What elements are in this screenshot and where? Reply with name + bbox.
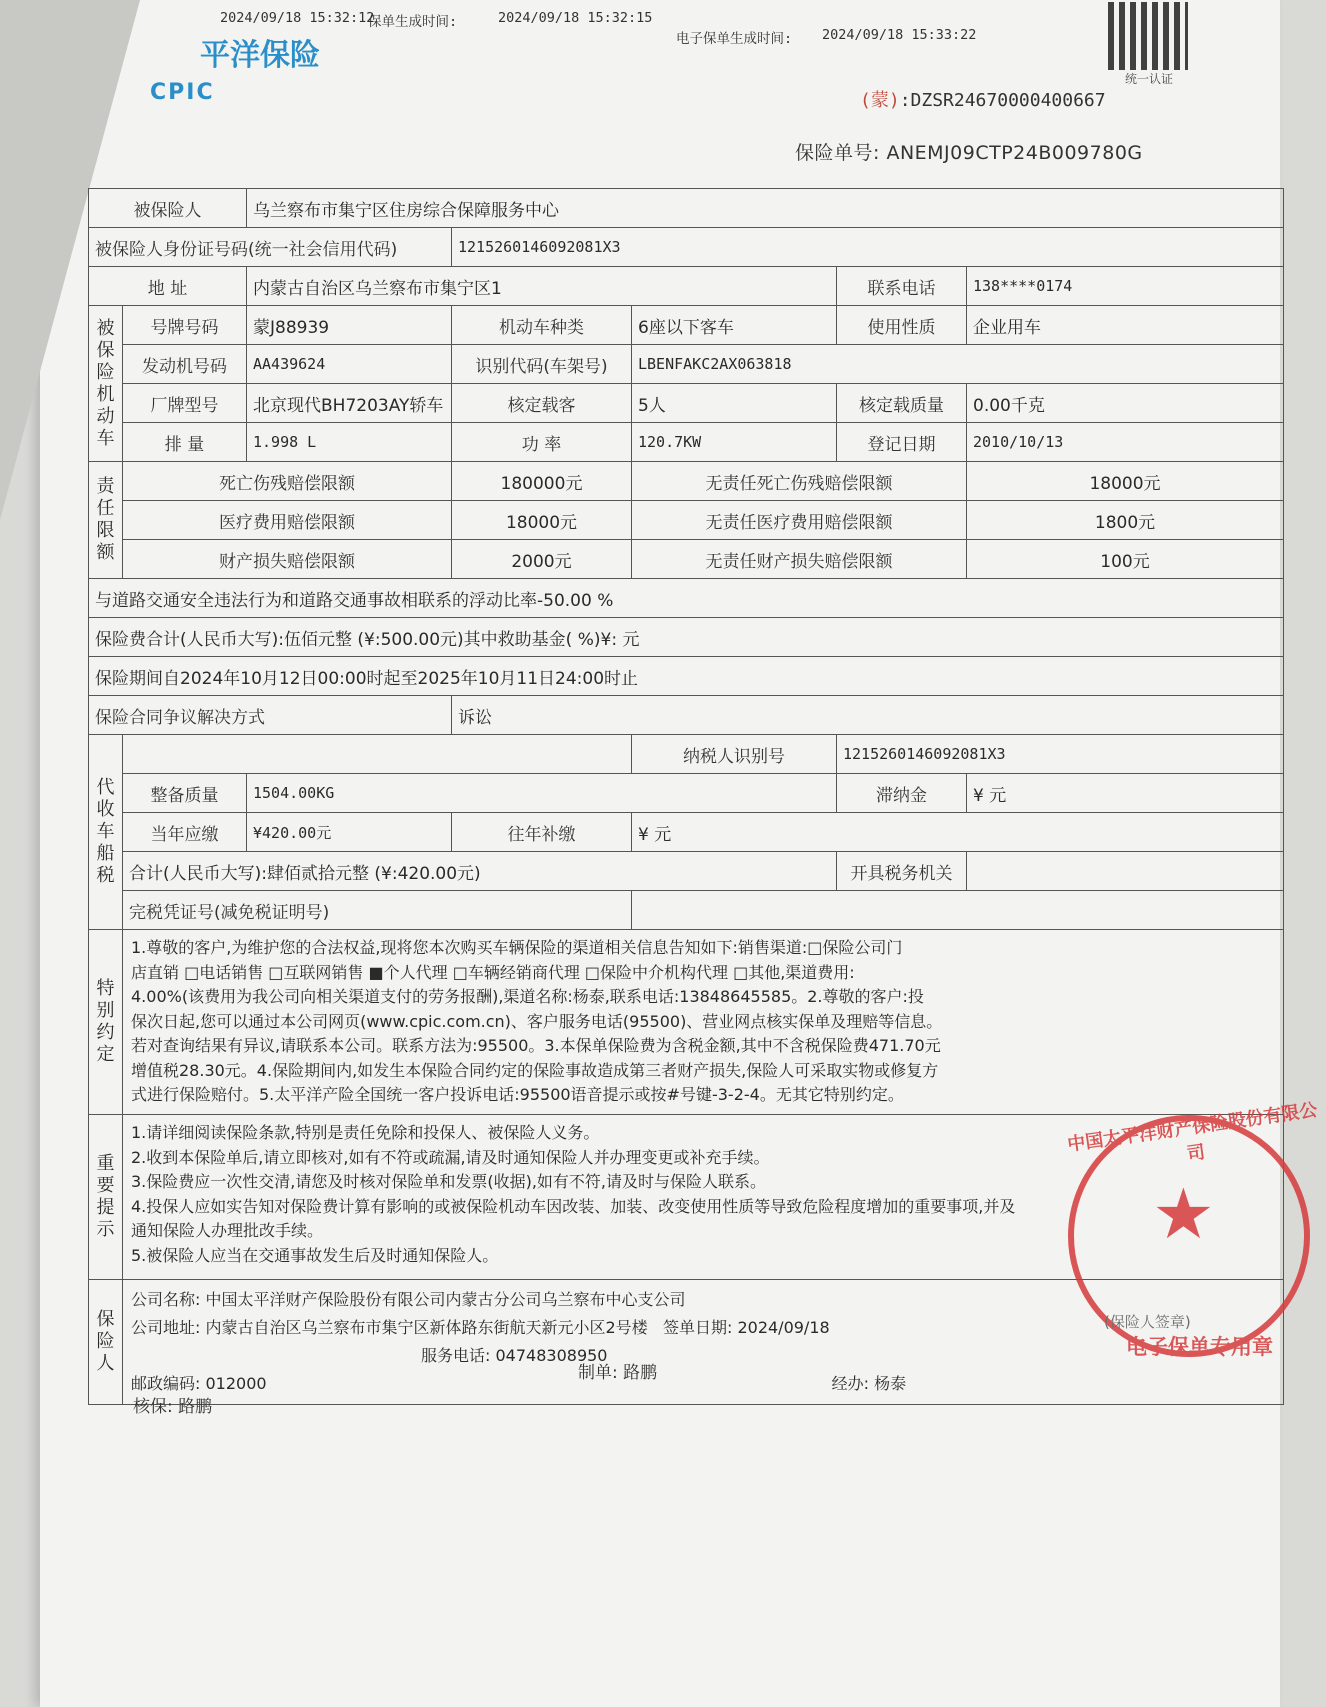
- insured-id-label: 被保险人身份证号码(统一社会信用代码): [89, 228, 452, 267]
- policy-label: 保险单号:: [795, 142, 880, 164]
- print-time: 2024/09/18 15:32:12: [220, 10, 375, 26]
- displacement: 1.998 L: [247, 423, 452, 462]
- death-limit-label: 死亡伤残赔偿限额: [123, 462, 452, 501]
- engine: AA439624: [247, 345, 452, 384]
- gen-label: 保单生成时间:: [368, 14, 458, 30]
- important-line: 3.保险费应一次性交清,请您及时核对保险单和发票(收据),如有不符,请及时与保险人联系。: [131, 1172, 767, 1191]
- serial-value: DZSR24670000400667: [910, 90, 1106, 111]
- power-label: 功 率: [452, 423, 632, 462]
- company-name: 中国太平洋财产保险股份有限公司内蒙古分公司乌兰察布中心支公司: [205, 1290, 686, 1309]
- late-fee: ¥ 元: [967, 774, 1284, 813]
- service-phone: 04748308950: [495, 1346, 608, 1365]
- displacement-label: 排 量: [123, 423, 247, 462]
- past-years-label: 往年补缴: [452, 813, 632, 852]
- important-line: 5.被保险人应当在交通事故发生后及时通知保险人。: [131, 1245, 499, 1265]
- serial-number: (蒙):DZSR24670000400667: [860, 90, 1106, 111]
- plate: 蒙J88939: [247, 306, 452, 345]
- special-terms: [123, 930, 1284, 1115]
- taxpayer-id: 1215260146092081X3: [837, 735, 1284, 774]
- float-ratio: 与道路交通安全违法行为和道路交通事故相联系的浮动比率-50.00 %: [89, 579, 1284, 618]
- nf-property-limit-label: 无责任财产损失赔偿限额: [632, 540, 967, 579]
- important-line: 通知保险人办理批改手续。: [131, 1221, 324, 1240]
- current-year: ¥420.00元: [247, 813, 452, 852]
- special-line: 1.尊敬的客户,为维护您的合法权益,现将您本次购买车辆保险的渠道相关信息告知如下:销售渠道:□保险公司门: [131, 938, 903, 957]
- reg-date: 2010/10/13: [967, 423, 1284, 462]
- policy-number: [795, 138, 1143, 165]
- nf-property-limit: 100元: [967, 540, 1284, 579]
- use-label: 使用性质: [837, 306, 967, 345]
- checker-name: 路鹏: [178, 1397, 213, 1417]
- medical-limit: 18000元: [452, 501, 632, 540]
- late-fee-label: 滞纳金: [837, 774, 967, 813]
- tax-office: [967, 852, 1284, 891]
- egen-time: 2024/09/18 15:33:22: [822, 27, 977, 43]
- star-icon: ★: [1152, 1173, 1215, 1255]
- tax-total: 合计(人民币大写):肆佰贰拾元整 (¥:420.00元): [123, 852, 837, 891]
- special-line: 若对查询结果有异议,请联系本公司。联系方法为:95500。3.本保单保险费为含税金额,其中不含税保险费471.70元: [131, 1036, 941, 1055]
- tax-office-label: 开具税务机关: [837, 852, 967, 891]
- address-label-2: 公司地址:: [131, 1318, 201, 1337]
- insurer-section-label: 保险人: [89, 1280, 123, 1405]
- tax-cert-label: 完税凭证号(减免税证明号): [123, 891, 632, 930]
- nf-medical-limit-label: 无责任医疗费用赔偿限额: [632, 501, 967, 540]
- sign-date: 2024/09/18: [737, 1318, 830, 1337]
- maker-name: 路鹏: [623, 1363, 658, 1383]
- death-limit: 180000元: [452, 462, 632, 501]
- policy-value: ANEMJ09CTP24B009780G: [886, 142, 1143, 164]
- vehicle-type: 6座以下客车: [632, 306, 837, 345]
- insured-id: 1215260146092081X3: [452, 228, 1284, 267]
- maker-label: 制单:: [578, 1363, 618, 1383]
- vin: LBENFAKC2AX063818: [632, 345, 1284, 384]
- curb-weight: 1504.00KG: [247, 774, 837, 813]
- company-logo-text: 平洋保险: [200, 38, 320, 73]
- seal-note: (保险人签章): [1104, 1313, 1191, 1331]
- tax-blank: [123, 735, 632, 774]
- past-years: ¥ 元: [632, 813, 1284, 852]
- vehicle-type-label: 机动车种类: [452, 306, 632, 345]
- insured-name-label: 被保险人: [89, 189, 247, 228]
- qr-caption: 统一认证: [1125, 72, 1174, 86]
- address: 内蒙古自治区乌兰察布市集宁区1: [247, 267, 837, 306]
- company-seal: [1066, 1099, 1319, 1359]
- seats: 5人: [632, 384, 837, 423]
- maker: [578, 1358, 657, 1383]
- load: 0.00千克: [967, 384, 1284, 423]
- use: 企业用车: [967, 306, 1284, 345]
- important-line: 1.请详细阅读保险条款,特别是责任免除和投保人、被保险人义务。: [131, 1123, 600, 1142]
- special-line: 店直销 □电话销售 □互联网销售 ■个人代理 □车辆经销商代理 □保险中介机构代理 □其他,渠道费用:: [131, 962, 855, 982]
- property-limit: 2000元: [452, 540, 632, 579]
- special-line: 式进行保险赔付。5.太平洋产险全国统一客户投诉电话:95500语音提示或按#号键-3-2-4。无其它特别约定。: [131, 1085, 904, 1104]
- liability-section-label: 责任限额: [89, 462, 123, 579]
- dispute-label: 保险合同争议解决方式: [89, 696, 452, 735]
- qr-code-icon: [1108, 2, 1188, 70]
- nf-death-limit: 18000元: [967, 462, 1284, 501]
- agent: 杨泰: [874, 1374, 907, 1393]
- phone: 138****0174: [967, 267, 1284, 306]
- vin-label: 识别代码(车架号): [452, 345, 632, 384]
- property-limit-label: 财产损失赔偿限额: [123, 540, 452, 579]
- special-line: 保次日起,您可以通过本公司网页(www.cpic.com.cn)、客户服务电话(95500)、营业网点核实保单及理赔等信息。: [131, 1011, 943, 1031]
- seal-ring-text: 中国太平洋财产保险股份有限公司: [1066, 1099, 1319, 1166]
- dispute: 诉讼: [452, 696, 1284, 735]
- address-label: 地 址: [89, 267, 247, 306]
- special-line: 增值税28.30元。4.保险期间内,如发生本保险合同约定的保险事故造成第三者财产损失,保险人可采取实物或修复方: [131, 1060, 939, 1080]
- zip-label: 邮政编码:: [131, 1374, 201, 1393]
- serial-prefix: (蒙): [860, 90, 900, 111]
- insurance-period: 保险期间自2024年10月12日00:00时起至2025年10月11日24:00时止: [89, 657, 1284, 696]
- seal-bottom-text: 电子保单专用章: [1126, 1335, 1273, 1359]
- nf-death-limit-label: 无责任死亡伤残赔偿限额: [632, 462, 967, 501]
- premium-total: 保险费合计(人民币大写):伍佰元整 (¥:500.00元)其中救助基金( %)¥: 元: [89, 618, 1284, 657]
- sign-date-label: 签单日期:: [662, 1318, 733, 1337]
- company-logo-en: CPIC: [150, 80, 215, 105]
- special-section-label: 特别约定: [89, 930, 123, 1115]
- nf-medical-limit: 1800元: [967, 501, 1284, 540]
- current-year-label: 当年应缴: [123, 813, 247, 852]
- important-line: 4.投保人应如实告知对保险费计算有影响的或被保险机动车因改装、加装、改变使用性质等导致危险程度增加的重要事项,并及: [131, 1196, 1016, 1216]
- load-label: 核定载质量: [837, 384, 967, 423]
- company-address: 内蒙古自治区乌兰察布市集宁区新体路东街航天新元小区2号楼: [205, 1318, 648, 1337]
- phone-label: 联系电话: [837, 267, 967, 306]
- tax-section-label: 代收车船税: [89, 735, 123, 930]
- gen-time: 2024/09/18 15:32:15: [498, 10, 653, 26]
- medical-limit-label: 医疗费用赔偿限额: [123, 501, 452, 540]
- taxpayer-label: 纳税人识别号: [632, 735, 837, 774]
- power: 120.7KW: [632, 423, 837, 462]
- engine-label: 发动机号码: [123, 345, 247, 384]
- model: 北京现代BH7203AY轿车: [247, 384, 452, 423]
- insured-name: 乌兰察布市集宁区住房综合保障服务中心: [247, 189, 1284, 228]
- special-line: 4.00%(该费用为我公司向相关渠道支付的劳务报酬),渠道名称:杨泰,联系电话:13848645585。2.尊敬的客户:投: [131, 987, 924, 1006]
- service-phone-label: 服务电话:: [421, 1346, 491, 1365]
- agent-label: 经办:: [831, 1374, 870, 1393]
- important-line: 2.收到本保险单后,请立即核对,如有不符或疏漏,请及时通知保险人并办理变更或补充手续。: [131, 1147, 770, 1167]
- zip: 012000: [205, 1374, 267, 1393]
- curb-weight-label: 整备质量: [123, 774, 247, 813]
- plate-label: 号牌号码: [123, 306, 247, 345]
- checker-label: 核保:: [133, 1397, 173, 1417]
- tax-cert: [632, 891, 1284, 930]
- important-section-label: 重要提示: [89, 1115, 123, 1280]
- checker: [133, 1392, 212, 1417]
- model-label: 厂牌型号: [123, 384, 247, 423]
- company-label: 公司名称:: [131, 1290, 201, 1309]
- vehicle-section-label: 被保险机动车: [89, 306, 123, 462]
- reg-date-label: 登记日期: [837, 423, 967, 462]
- seats-label: 核定载客: [452, 384, 632, 423]
- egen-label: 电子保单生成时间:: [676, 31, 793, 47]
